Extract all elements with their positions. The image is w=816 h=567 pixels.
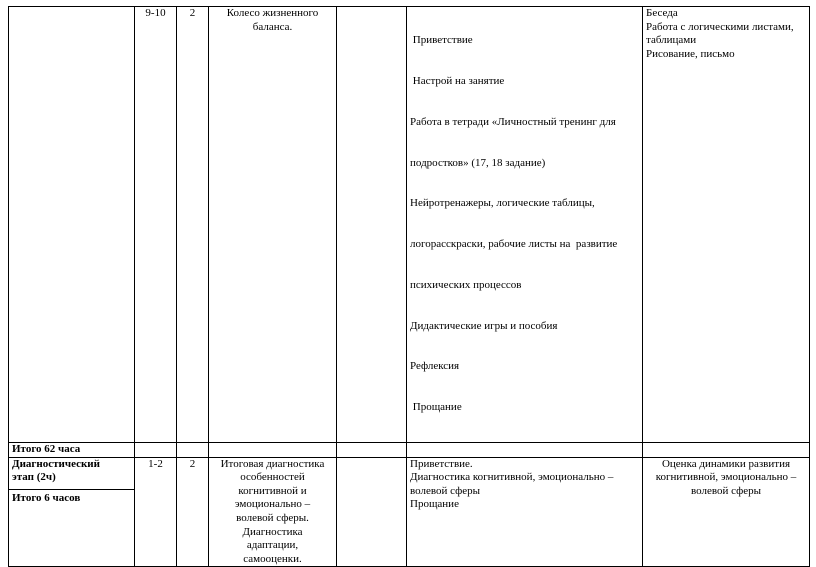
topic-line: волевой сферы. <box>236 511 309 524</box>
content-line: Прощание <box>410 401 462 414</box>
topic-line: особенностей <box>240 471 305 484</box>
empty-cell <box>407 443 643 458</box>
forms-line: Рисование, письмо <box>646 47 735 60</box>
empty-cell <box>337 443 407 458</box>
topic-line: Колесо жизненного <box>226 7 319 19</box>
content-line: Приветствие. <box>410 457 473 470</box>
topic-line: Итоговая диагностика <box>220 457 325 470</box>
table-row-lesson <box>9 7 810 443</box>
content-line: волевой сферы <box>410 484 481 497</box>
hours-count-cell <box>177 7 209 443</box>
empty-cell <box>337 457 407 567</box>
empty-cell <box>643 443 810 458</box>
content-line: логорасскраски, рабочие листы на развитие <box>410 238 618 251</box>
topic-cell <box>209 457 337 567</box>
hours-range: 1-2 <box>148 457 163 470</box>
hours-range: 9-10 <box>145 7 166 19</box>
content-cell <box>407 7 643 443</box>
lesson-plan-table <box>8 6 810 567</box>
content-line: подростков» (17, 18 задание) <box>410 156 546 169</box>
content-line: Прощание <box>410 498 459 511</box>
content-line: психических процессов <box>410 278 522 291</box>
forms-line: когнитивной, эмоционально – <box>655 471 797 484</box>
content-line: Приветствие <box>410 34 473 47</box>
topic-line: адаптации, <box>246 539 299 552</box>
content-line: Нейротренажеры, логические таблицы, <box>410 197 595 210</box>
forms-cell <box>643 7 810 443</box>
forms-line: Оценка динамики развития <box>661 457 791 470</box>
forms-line: Работа с логическими листами, <box>646 20 794 33</box>
stage-cell <box>9 457 135 567</box>
content-line: Диагностика когнитивной, эмоционально – <box>410 471 614 484</box>
content-line: Рефлексия <box>410 360 460 373</box>
table-row-total <box>9 443 810 458</box>
topic-line: самооценки. <box>243 552 302 565</box>
hours-range-cell <box>135 457 177 567</box>
topic-cell <box>209 7 337 443</box>
hours-range-cell <box>135 7 177 443</box>
content-line: Дидактические игры и пособия <box>410 319 558 332</box>
empty-cell <box>209 443 337 458</box>
empty-cell <box>337 7 407 443</box>
total-label-cell <box>9 443 135 458</box>
forms-line: волевой сферы <box>690 484 762 497</box>
stage-total-label: Итого 6 часов <box>9 489 134 506</box>
stage-line: этап (2ч) <box>12 471 56 484</box>
content-line: Настрой на занятие <box>410 74 505 87</box>
forms-line: Беседа <box>646 7 678 19</box>
hours-count: 2 <box>189 457 196 470</box>
topic-line: когнитивной и <box>238 484 307 497</box>
table-row-diagnostic <box>9 457 810 567</box>
forms-cell <box>643 457 810 567</box>
topic-line: Диагностика <box>242 525 303 538</box>
hours-count-cell <box>177 457 209 567</box>
topic-line: баланса. <box>252 20 293 33</box>
hours-count: 2 <box>189 7 196 19</box>
stage-cell-empty <box>9 7 135 443</box>
content-line: Работа в тетради «Личностный тренинг для <box>410 115 616 128</box>
empty-cell <box>135 443 177 458</box>
empty-cell <box>177 443 209 458</box>
topic-line: эмоционально – <box>234 498 311 511</box>
stage-line: Диагностический <box>12 457 100 470</box>
forms-line: таблицами <box>646 34 697 47</box>
content-cell <box>407 457 643 567</box>
total-label: Итого 62 часа <box>12 443 81 455</box>
